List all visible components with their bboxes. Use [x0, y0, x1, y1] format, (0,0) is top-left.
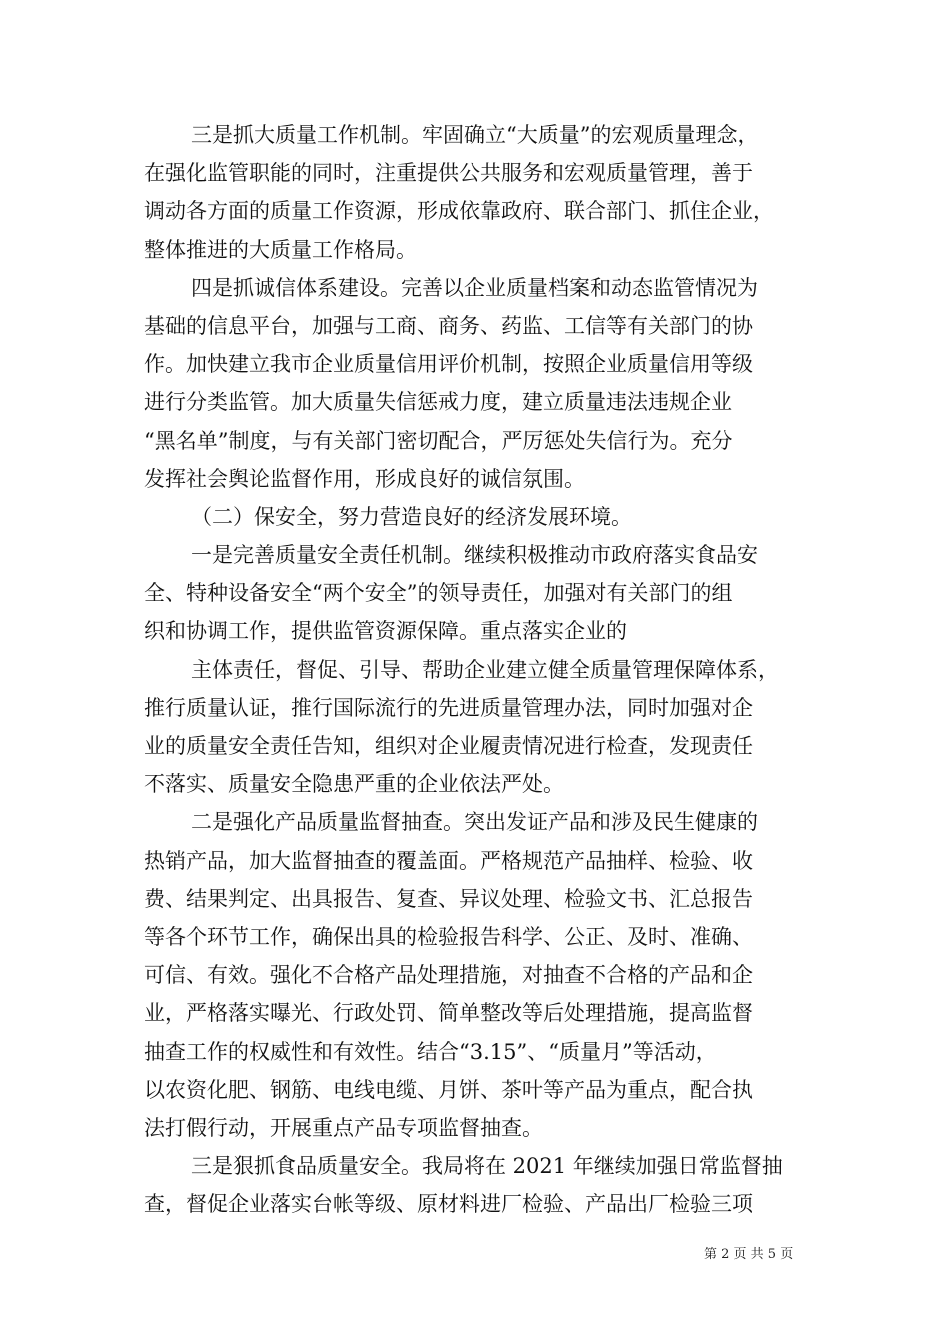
text-line: 三是抓大质量工作机制。牢固确立“大质量”的宏观质量理念，	[191, 123, 759, 147]
text-line: 作。加快建立我市企业质量信用评价机制，按照企业质量信用等级	[144, 352, 753, 377]
text-line: 调动各方面的质量工作资源，形成依靠政府、联合部门、抓住企业，	[144, 199, 774, 224]
text-line: 以农资化肥、钢筋、电线电缆、月饼、茶叶等产品为重点，配合执	[144, 1077, 753, 1102]
text-line: 四是抓诚信体系建设。完善以企业质量档案和动态监管情况为	[191, 275, 758, 300]
text-line: 法打假行动，开展重点产品专项监督抽查。	[144, 1115, 543, 1140]
text-line: 在强化监管职能的同时，注重提供公共服务和宏观质量管理，善于	[144, 161, 753, 186]
text-line: 织和协调工作，提供监管资源保障。重点落实企业的	[144, 619, 627, 644]
text-line: （二）保安全，努力营造良好的经济发展环境。	[191, 504, 632, 529]
document-body	[144, 116, 812, 1223]
page-number-footer: 第 2 页 共 5 页	[704, 1247, 794, 1262]
text-line: 业的质量安全责任告知，组织对企业履责情况进行检查，发现责任	[144, 734, 753, 758]
text-line: 热销产品，加大监督抽查的覆盖面。严格规范产品抽样、检验、收	[144, 848, 753, 873]
text-line: 进行分类监管。加大质量失信惩戒力度，建立质量违法违规企业	[144, 390, 732, 415]
text-line: 主体责任，督促、引导、帮助企业建立健全质量管理保障体系，	[191, 657, 779, 682]
text-line: 抽查工作的权威性和有效性。结合“3.15”、“质量月”等活动，	[144, 1039, 717, 1064]
text-line: 发挥社会舆论监督作用，形成良好的诚信氛围。	[144, 466, 585, 491]
text-line: 整体推进的大质量工作格局。	[144, 237, 417, 262]
text-line: 基础的信息平台，加强与工商、商务、药监、工信等有关部门的协	[144, 313, 753, 338]
text-line: 一是完善质量安全责任机制。继续积极推动市政府落实食品安	[191, 543, 758, 568]
text-line: 查，督促企业落实台帐等级、原材料进厂检验、产品出厂检验三项	[144, 1192, 753, 1217]
text-line: 三是狠抓食品质量安全。我局将在 2021 年继续加强日常监督抽	[191, 1154, 783, 1179]
text-line: 二是强化产品质量监督抽查。突出发证产品和涉及民生健康的	[191, 810, 758, 835]
text-line: 业，严格落实曝光、行政处罚、简单整改等后处理措施，提高监督	[144, 1001, 753, 1026]
text-line: 费、结果判定、出具报告、复查、异议处理、检验文书、汇总报告	[144, 886, 753, 911]
text-line: 不落实、质量安全隐患严重的企业依法严处。	[144, 772, 564, 797]
text-line: 可信、有效。强化不合格产品处理措施，对抽查不合格的产品和企	[144, 963, 753, 988]
text-line: “黑名单”制度，与有关部门密切配合，严厉惩处失信行为。充分	[144, 428, 733, 453]
text-line: 全、特种设备安全“两个安全”的领导责任，加强对有关部门的组	[144, 581, 733, 606]
text-line: 等各个环节工作，确保出具的检验报告科学、公正、及时、准确、	[144, 924, 753, 949]
text-line: 推行质量认证，推行国际流行的先进质量管理办法，同时加强对企	[144, 695, 753, 720]
